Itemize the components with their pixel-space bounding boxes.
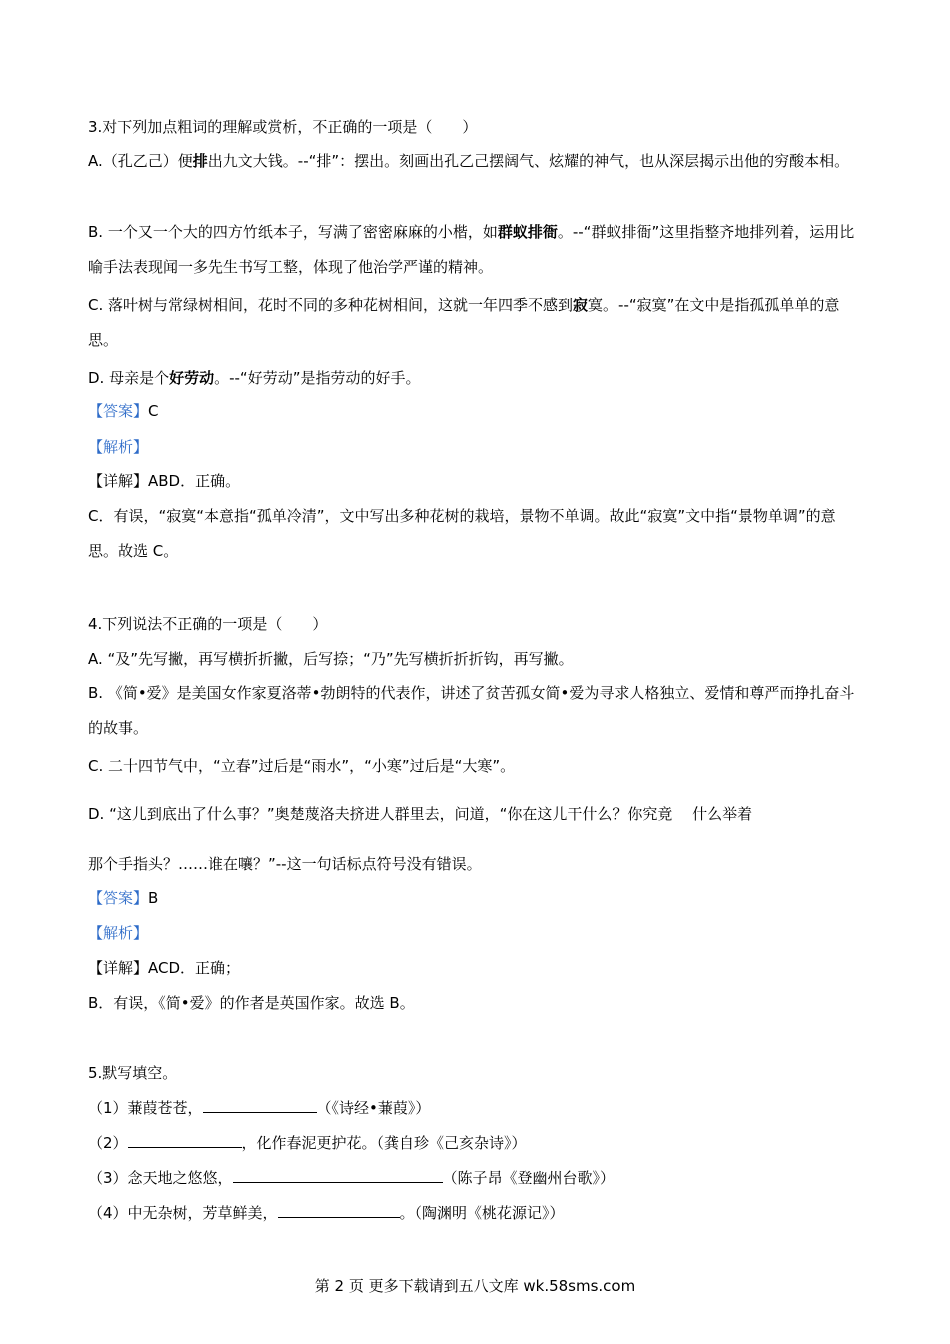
q4-detail-2: B．有误，《简•爱》的作者是英国作家。故选 B。 (88, 994, 415, 1012)
q3-analysis-tag: 【解析】 (88, 438, 149, 456)
q5-line-2 (88, 1133, 527, 1153)
q3-detail-1: 【详解】ABD．正确。 (88, 472, 241, 490)
q3-c-bold: 寂 (573, 296, 589, 314)
q4-analysis-tag: 【解析】 (88, 924, 149, 942)
q4-option-d-line1: D. “这儿到底出了什么事？”奥楚蔑洛夫挤进人群里去，问道，“你在这儿干什么？你究竟 什么举着 (88, 805, 753, 823)
q3-a-bold: 排 (192, 152, 208, 170)
fill-blank (233, 1168, 443, 1183)
q5-l3-text: （3）念天地之悠悠， (88, 1169, 233, 1187)
q4-option-d-line2: 那个手指头？……谁在嚷？”--这一句话标点符号没有错误。 (88, 855, 482, 873)
q5-stem: 5.默写填空。 (88, 1064, 178, 1082)
q4-answer (88, 888, 158, 908)
q5-line-4 (88, 1203, 565, 1223)
q4-detail-1: 【详解】ACD．正确； (88, 959, 241, 977)
q5-l4-source: 。（陶渊明《桃花源记》） (399, 1204, 565, 1222)
q5-l2-text: （2） (88, 1134, 128, 1152)
q4-stem: 4.下列说法不正确的一项是（ ） (88, 615, 328, 633)
q3-answer (88, 401, 159, 421)
q4-option-a: A. “及”先写撇，再写横折折撇，后写捺；“乃”先写横折折折钩，再写撇。 (88, 650, 574, 668)
q3-a-rest: 出九文大钱。--“排”：摆出。刻画出孔乙己摆阔气、炫耀的神气，也从深层揭示出他的穷酸本相。 (207, 152, 850, 170)
q3-d-bold: 好劳动 (169, 369, 215, 387)
q3-d-text: D. 母亲是个 (88, 369, 170, 387)
q3-b-text: B. 一个又一个大的四方竹纸本子，写满了密密麻麻的小楷，如 (88, 223, 498, 241)
q3-a-text: A.（孔乙己）便 (88, 152, 193, 170)
answer-tag: 【答案】 (88, 889, 149, 907)
q3-option-a (88, 144, 863, 179)
q3-d-rest: 。--“好劳动”是指劳动的好手。 (214, 369, 421, 387)
q3-c-rest: 寞。--“寂寞”在文中是指孤孤单单的意思。 (88, 296, 840, 349)
answer-value: B (148, 889, 159, 907)
q3-option-c (88, 288, 863, 358)
fill-blank (128, 1133, 242, 1148)
q3-detail-2: C．有误，“寂寞“本意指“孤单冷清”，文中写出多种花树的栽培，景物不单调。故此“寂寞”文中指“景物单调”的意思。故选 C。 (88, 507, 836, 560)
q5-line-3 (88, 1168, 615, 1188)
page-footer: 第 2 页 更多下载请到五八文库 wk.58sms.com (314, 1277, 636, 1295)
q4-option-c: C. 二十四节气中，“立春”过后是“雨水”，“小寒”过后是“大寒”。 (88, 757, 516, 775)
q5-l1-source: （《诗经•蒹葭》） (316, 1099, 431, 1117)
q5-l4-text: （4）中无杂树，芳草鲜美， (88, 1204, 278, 1222)
answer-tag: 【答案】 (88, 402, 149, 420)
q5-line-1 (88, 1098, 430, 1118)
q3-stem: 3.对下列加点粗词的理解或赏析，不正确的一项是（ ） (88, 118, 478, 136)
q5-l3-source: （陈子昂《登幽州台歌》） (442, 1169, 616, 1187)
q3-option-d (88, 368, 420, 388)
q4-option-b: B. 《简•爱》是美国女作家夏洛蒂•勃朗特的代表作，讲述了贫苦孤女简•爱为寻求人格独立、爱情和尊严而挣扎奋斗的故事。 (88, 684, 855, 737)
q5-l1-text: （1）蒹葭苍苍， (88, 1099, 203, 1117)
q3-b-rest: 。--“群蚁排衙”这里指整齐地排列着，运用比喻手法表现闻一多先生书写工整，体现了他治学严谨的精神。 (88, 223, 855, 276)
q3-option-b (88, 215, 863, 285)
fill-blank (278, 1203, 400, 1218)
q3-c-text: C. 落叶树与常绿树相间，花时不同的多种花树相间，这就一年四季不感到 (88, 296, 574, 314)
q5-l2-source: ，化作春泥更护花。（龚自珍《己亥杂诗》） (241, 1134, 527, 1152)
answer-value: C (148, 402, 159, 420)
q3-b-bold: 群蚁排衙 (497, 223, 558, 241)
fill-blank (203, 1098, 317, 1113)
